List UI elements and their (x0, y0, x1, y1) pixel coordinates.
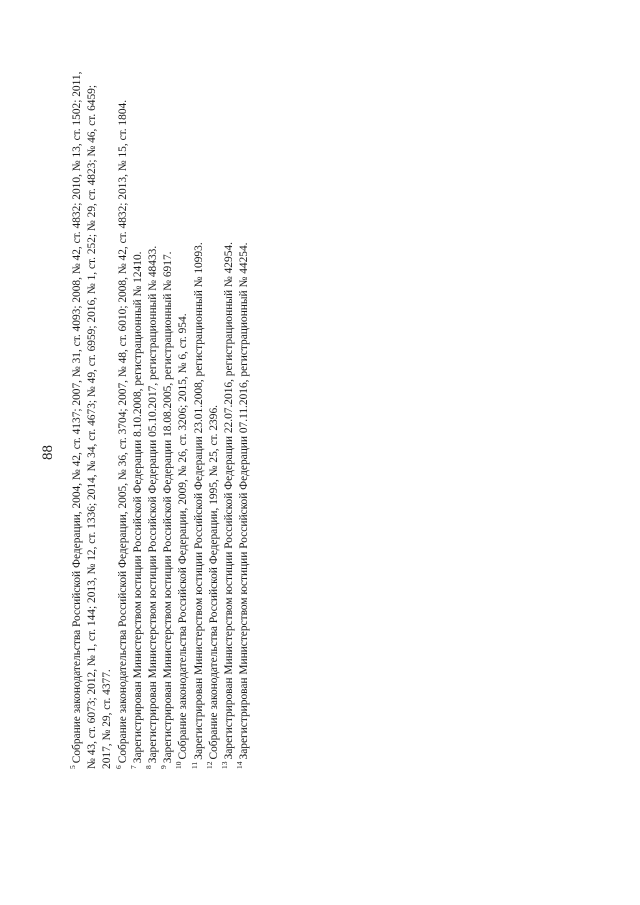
footnote-number: 5 (68, 765, 77, 769)
footnote-text: Собрание законодательства Российской Федерации, 1995, № 25, ст. 2396. (207, 405, 220, 760)
footnote-number: 13 (220, 761, 230, 769)
footnote-text: Зарегистрирован Министерством юстиции Российской Федерации 22.07.2016, регистрационный № 42954. (223, 242, 236, 760)
footnote-number: 14 (235, 761, 245, 769)
footnote-number: 7 (128, 765, 138, 769)
footnote-11 (189, 69, 207, 769)
footnote-6 (113, 69, 131, 769)
page-number: 88 (40, 445, 56, 460)
footnote-10 (176, 69, 191, 769)
footnote-text: Зарегистрирован Министерством юстиции Российской Федерации 8.10.2008, регистрационный № 12410. (131, 251, 144, 764)
footnote-9 (161, 69, 176, 769)
footnote-text: Зарегистрирован Министерством юстиции Российской Федерации 07.11.2016, регистрационный № 44254. (238, 242, 251, 760)
footnote-number: 6 (113, 765, 123, 769)
footnote-number: 9 (159, 765, 169, 769)
footnotes-list (70, 69, 252, 769)
footnote-text: Собрание законодательства Российской Федерации, 2005, № 36, ст. 3704; 2007, № 48, ст. 6010; 2008, № 42, ст. 4832; 2013, № 15, ст. 1804. (116, 99, 129, 764)
footnote-14 (237, 69, 252, 769)
footnote-text: Собрание законодательства Российской Федерации, 2004, № 42, ст. 4137; 2007, № 31, ст. 4093; 2008, № 42, ст. 4832; 2010, № 13, ст. 1502; 2011, № 43, ст. 6073; 2012, № 1, ст. 144; 2013, № 12, ст. 1336; 2014, № 34, ст. 4673; № 49, ст. 6959; 2016, № 1, ст. 252; № 29, ст. 4823; № 46, ст. 6459; 2017, № 29, ст. 4377. (71, 71, 114, 769)
footnote-number: 10 (174, 761, 184, 769)
footnote-text: Зарегистрирован Министерством юстиции Российской Федерации 18.08.2005, регистрационный № 6917. (162, 251, 175, 764)
footnote-12 (204, 69, 222, 769)
footnote-5 (70, 69, 116, 769)
footnote-text: Зарегистрирован Министерством юстиции Российской Федерации 05.10.2017, регистрационный № 48433. (147, 245, 160, 764)
footnote-text: Зарегистрирован Министерством юстиции Российской Федерации 23.01.2008, регистрационный № 10993. (192, 242, 205, 760)
footnote-8 (146, 69, 161, 769)
footnote-number: 12 (204, 761, 214, 769)
footnote-number: 11 (189, 761, 199, 769)
footnote-number: 8 (144, 765, 154, 769)
footnote-7 (128, 69, 146, 769)
footnote-13 (222, 69, 237, 769)
footnote-text: Собрание законодательства Российской Федерации, 2009, № 26, ст. 3206; 2015, № 6, ст. 954. (177, 313, 190, 760)
